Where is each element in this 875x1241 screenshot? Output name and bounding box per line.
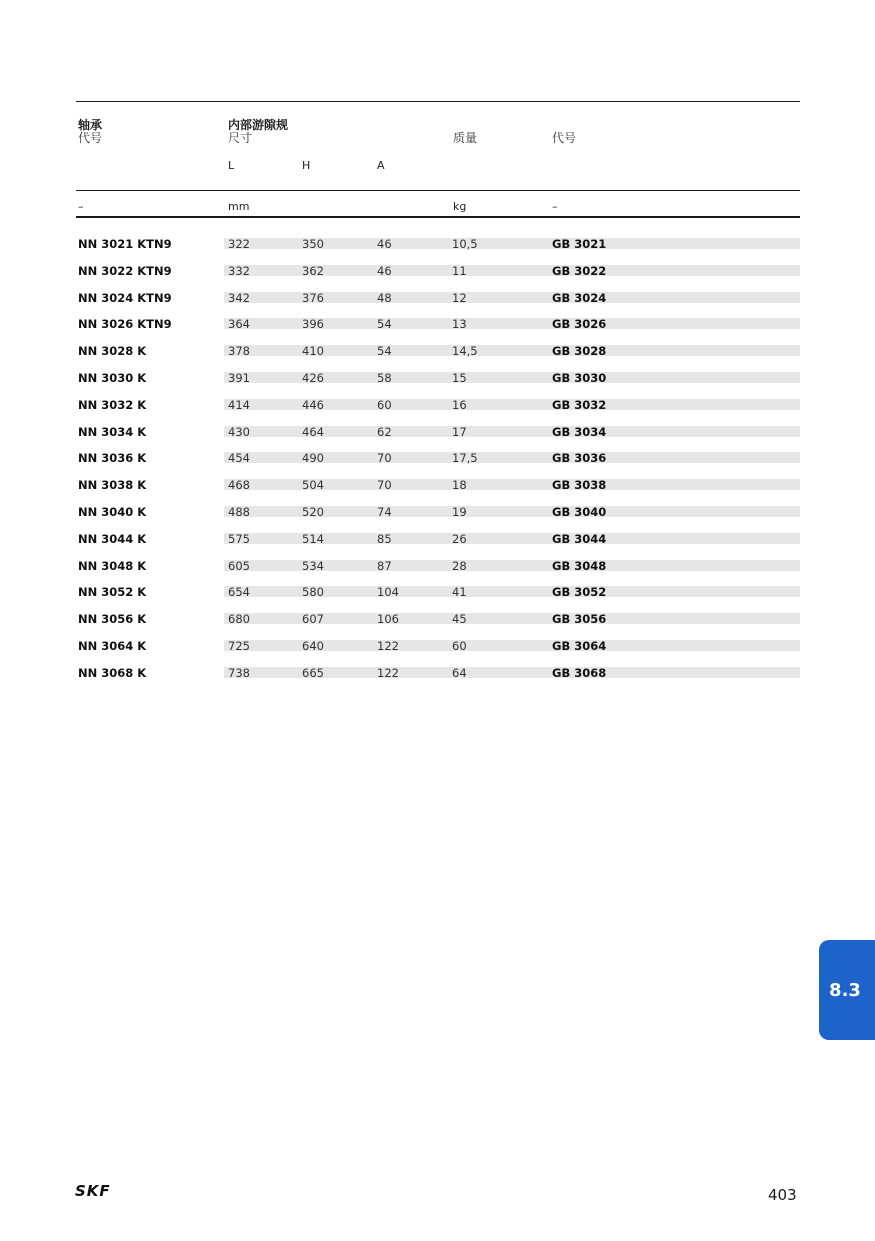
dimension-a: 46 — [377, 237, 392, 251]
dimension-l: 378 — [228, 344, 250, 359]
dimension-l: 414 — [228, 397, 250, 412]
gauge-designation: GB 3026 — [552, 317, 607, 332]
unit-code: – — [552, 200, 558, 213]
table-row — [76, 425, 800, 452]
header-col-a: A — [377, 159, 385, 172]
dimension-l: 430 — [228, 424, 250, 439]
gauge-designation: GB 3040 — [552, 504, 607, 519]
table-row — [76, 371, 800, 398]
dimension-h: 665 — [302, 665, 324, 680]
header-bearing-label: 轴承 — [78, 118, 103, 132]
gauge-designation: GB 3022 — [552, 263, 607, 278]
mass-value: 60 — [452, 638, 467, 653]
dimension-a: 60 — [377, 397, 392, 412]
dimension-l: 605 — [228, 558, 250, 573]
table-row — [76, 639, 800, 666]
header-mass-label: 质量 — [453, 131, 478, 145]
mass-value: 41 — [452, 585, 467, 600]
bearing-designation: NN 3048 K — [78, 558, 147, 573]
gauge-designation: GB 3038 — [552, 478, 607, 493]
bearing-designation: NN 3034 K — [78, 424, 147, 439]
dimension-a: 48 — [377, 290, 392, 305]
dimension-a: 87 — [377, 558, 392, 573]
dimension-h: 426 — [302, 370, 324, 385]
dimension-l: 364 — [228, 317, 250, 332]
table-header-rule — [76, 190, 800, 191]
unit-dims: mm — [228, 200, 250, 213]
dimension-l: 332 — [228, 263, 250, 278]
bearing-designation: NN 3052 K — [78, 585, 147, 600]
dimension-h: 396 — [302, 317, 324, 332]
dimension-h: 607 — [302, 612, 324, 627]
mass-value: 14,5 — [452, 344, 478, 359]
mass-value: 17,5 — [452, 451, 478, 466]
mass-value: 17 — [452, 424, 467, 439]
bearing-designation: NN 3024 KTN9 — [78, 290, 172, 305]
bearing-designation: NN 3028 K — [78, 344, 147, 359]
header-col-l: L — [228, 159, 235, 172]
table-row — [76, 585, 800, 612]
gauge-designation: GB 3024 — [552, 290, 607, 305]
dimension-l: 738 — [228, 665, 250, 680]
table-row — [76, 478, 800, 505]
gauge-designation: GB 3068 — [552, 665, 607, 680]
bearing-table-body — [76, 237, 800, 693]
dimension-a: 58 — [377, 370, 392, 385]
dimension-h: 446 — [302, 397, 324, 412]
dimension-l: 468 — [228, 478, 250, 493]
bearing-designation: NN 3032 K — [78, 397, 147, 412]
dimension-h: 490 — [302, 451, 324, 466]
mass-value: 28 — [452, 558, 467, 573]
gauge-designation: GB 3048 — [552, 558, 607, 573]
dimension-l: 342 — [228, 290, 250, 305]
gauge-designation: GB 3052 — [552, 585, 607, 600]
bearing-designation: NN 3030 K — [78, 370, 147, 385]
gauge-designation: GB 3036 — [552, 451, 607, 466]
dimension-h: 350 — [302, 237, 324, 251]
unit-mass: kg — [453, 200, 467, 213]
section-tab-label: 8.3 — [829, 979, 861, 1001]
gauge-designation: GB 3021 — [552, 237, 607, 251]
dimension-h: 362 — [302, 263, 324, 278]
dimension-l: 454 — [228, 451, 250, 466]
dimension-h: 514 — [302, 531, 324, 546]
table-row — [76, 451, 800, 478]
dimension-h: 410 — [302, 344, 324, 359]
bearing-designation: NN 3022 KTN9 — [78, 263, 172, 278]
mass-value: 16 — [452, 397, 467, 412]
gauge-designation: GB 3064 — [552, 638, 607, 653]
page-number: 403 — [768, 1186, 797, 1204]
gauge-designation: GB 3030 — [552, 370, 607, 385]
dimension-l: 391 — [228, 370, 250, 385]
bearing-designation: NN 3040 K — [78, 504, 147, 519]
header-clearance-label: 内部游隙规 — [228, 118, 289, 132]
bearing-designation: NN 3044 K — [78, 531, 147, 546]
gauge-designation: GB 3044 — [552, 531, 607, 546]
dimension-a: 62 — [377, 424, 392, 439]
dimension-a: 85 — [377, 531, 392, 546]
dimension-l: 488 — [228, 504, 250, 519]
table-row — [76, 317, 800, 344]
dimension-l: 654 — [228, 585, 250, 600]
dimension-h: 640 — [302, 638, 324, 653]
bearing-designation: NN 3026 KTN9 — [78, 317, 172, 332]
mass-value: 64 — [452, 665, 467, 680]
dimension-a: 122 — [377, 665, 399, 680]
header-bearing-sub: 代号 — [78, 131, 103, 145]
dimension-h: 376 — [302, 290, 324, 305]
mass-value: 18 — [452, 478, 467, 493]
mass-value: 11 — [452, 263, 467, 278]
table-row — [76, 398, 800, 425]
dimension-h: 534 — [302, 558, 324, 573]
dimension-h: 464 — [302, 424, 324, 439]
dimension-h: 580 — [302, 585, 324, 600]
unit-bearing: – — [78, 200, 84, 213]
dimension-h: 504 — [302, 478, 324, 493]
dimension-a: 70 — [377, 451, 392, 466]
dimension-a: 74 — [377, 504, 392, 519]
section-tab — [819, 940, 875, 1040]
mass-value: 26 — [452, 531, 467, 546]
mass-value: 45 — [452, 612, 467, 627]
table-row — [76, 612, 800, 639]
table-row — [76, 264, 800, 291]
dimension-l: 322 — [228, 237, 250, 251]
dimension-l: 575 — [228, 531, 250, 546]
table-units-rule — [76, 216, 800, 218]
table-top-rule — [76, 101, 800, 102]
dimension-l: 725 — [228, 638, 250, 653]
dimension-a: 106 — [377, 612, 399, 627]
dimension-a: 54 — [377, 317, 392, 332]
bearing-designation: NN 3038 K — [78, 478, 147, 493]
table-row — [76, 344, 800, 371]
mass-value: 12 — [452, 290, 467, 305]
header-clearance-sub: 尺寸 — [228, 131, 253, 145]
table-row — [76, 291, 800, 318]
dimension-h: 520 — [302, 504, 324, 519]
bearing-designation: NN 3036 K — [78, 451, 147, 466]
bearing-designation: NN 3021 KTN9 — [78, 237, 172, 251]
table-row — [76, 532, 800, 559]
mass-value: 19 — [452, 504, 467, 519]
dimension-a: 104 — [377, 585, 399, 600]
gauge-designation: GB 3034 — [552, 424, 607, 439]
table-row — [76, 559, 800, 586]
table-row — [76, 666, 800, 693]
gauge-designation: GB 3032 — [552, 397, 607, 412]
bearing-designation: NN 3068 K — [78, 665, 147, 680]
mass-value: 13 — [452, 317, 467, 332]
gauge-designation: GB 3028 — [552, 344, 607, 359]
table-row — [76, 237, 800, 264]
dimension-l: 680 — [228, 612, 250, 627]
bearing-designation: NN 3064 K — [78, 638, 147, 653]
header-code-label: 代号 — [552, 131, 577, 145]
header-col-h: H — [302, 159, 311, 172]
table-row — [76, 505, 800, 532]
mass-value: 10,5 — [452, 237, 478, 251]
skf-logo — [75, 1183, 137, 1199]
mass-value: 15 — [452, 370, 467, 385]
dimension-a: 122 — [377, 638, 399, 653]
dimension-a: 46 — [377, 263, 392, 278]
svg-text:SKF: SKF — [75, 1183, 111, 1199]
dimension-a: 70 — [377, 478, 392, 493]
bearing-designation: NN 3056 K — [78, 612, 147, 627]
dimension-a: 54 — [377, 344, 392, 359]
gauge-designation: GB 3056 — [552, 612, 607, 627]
